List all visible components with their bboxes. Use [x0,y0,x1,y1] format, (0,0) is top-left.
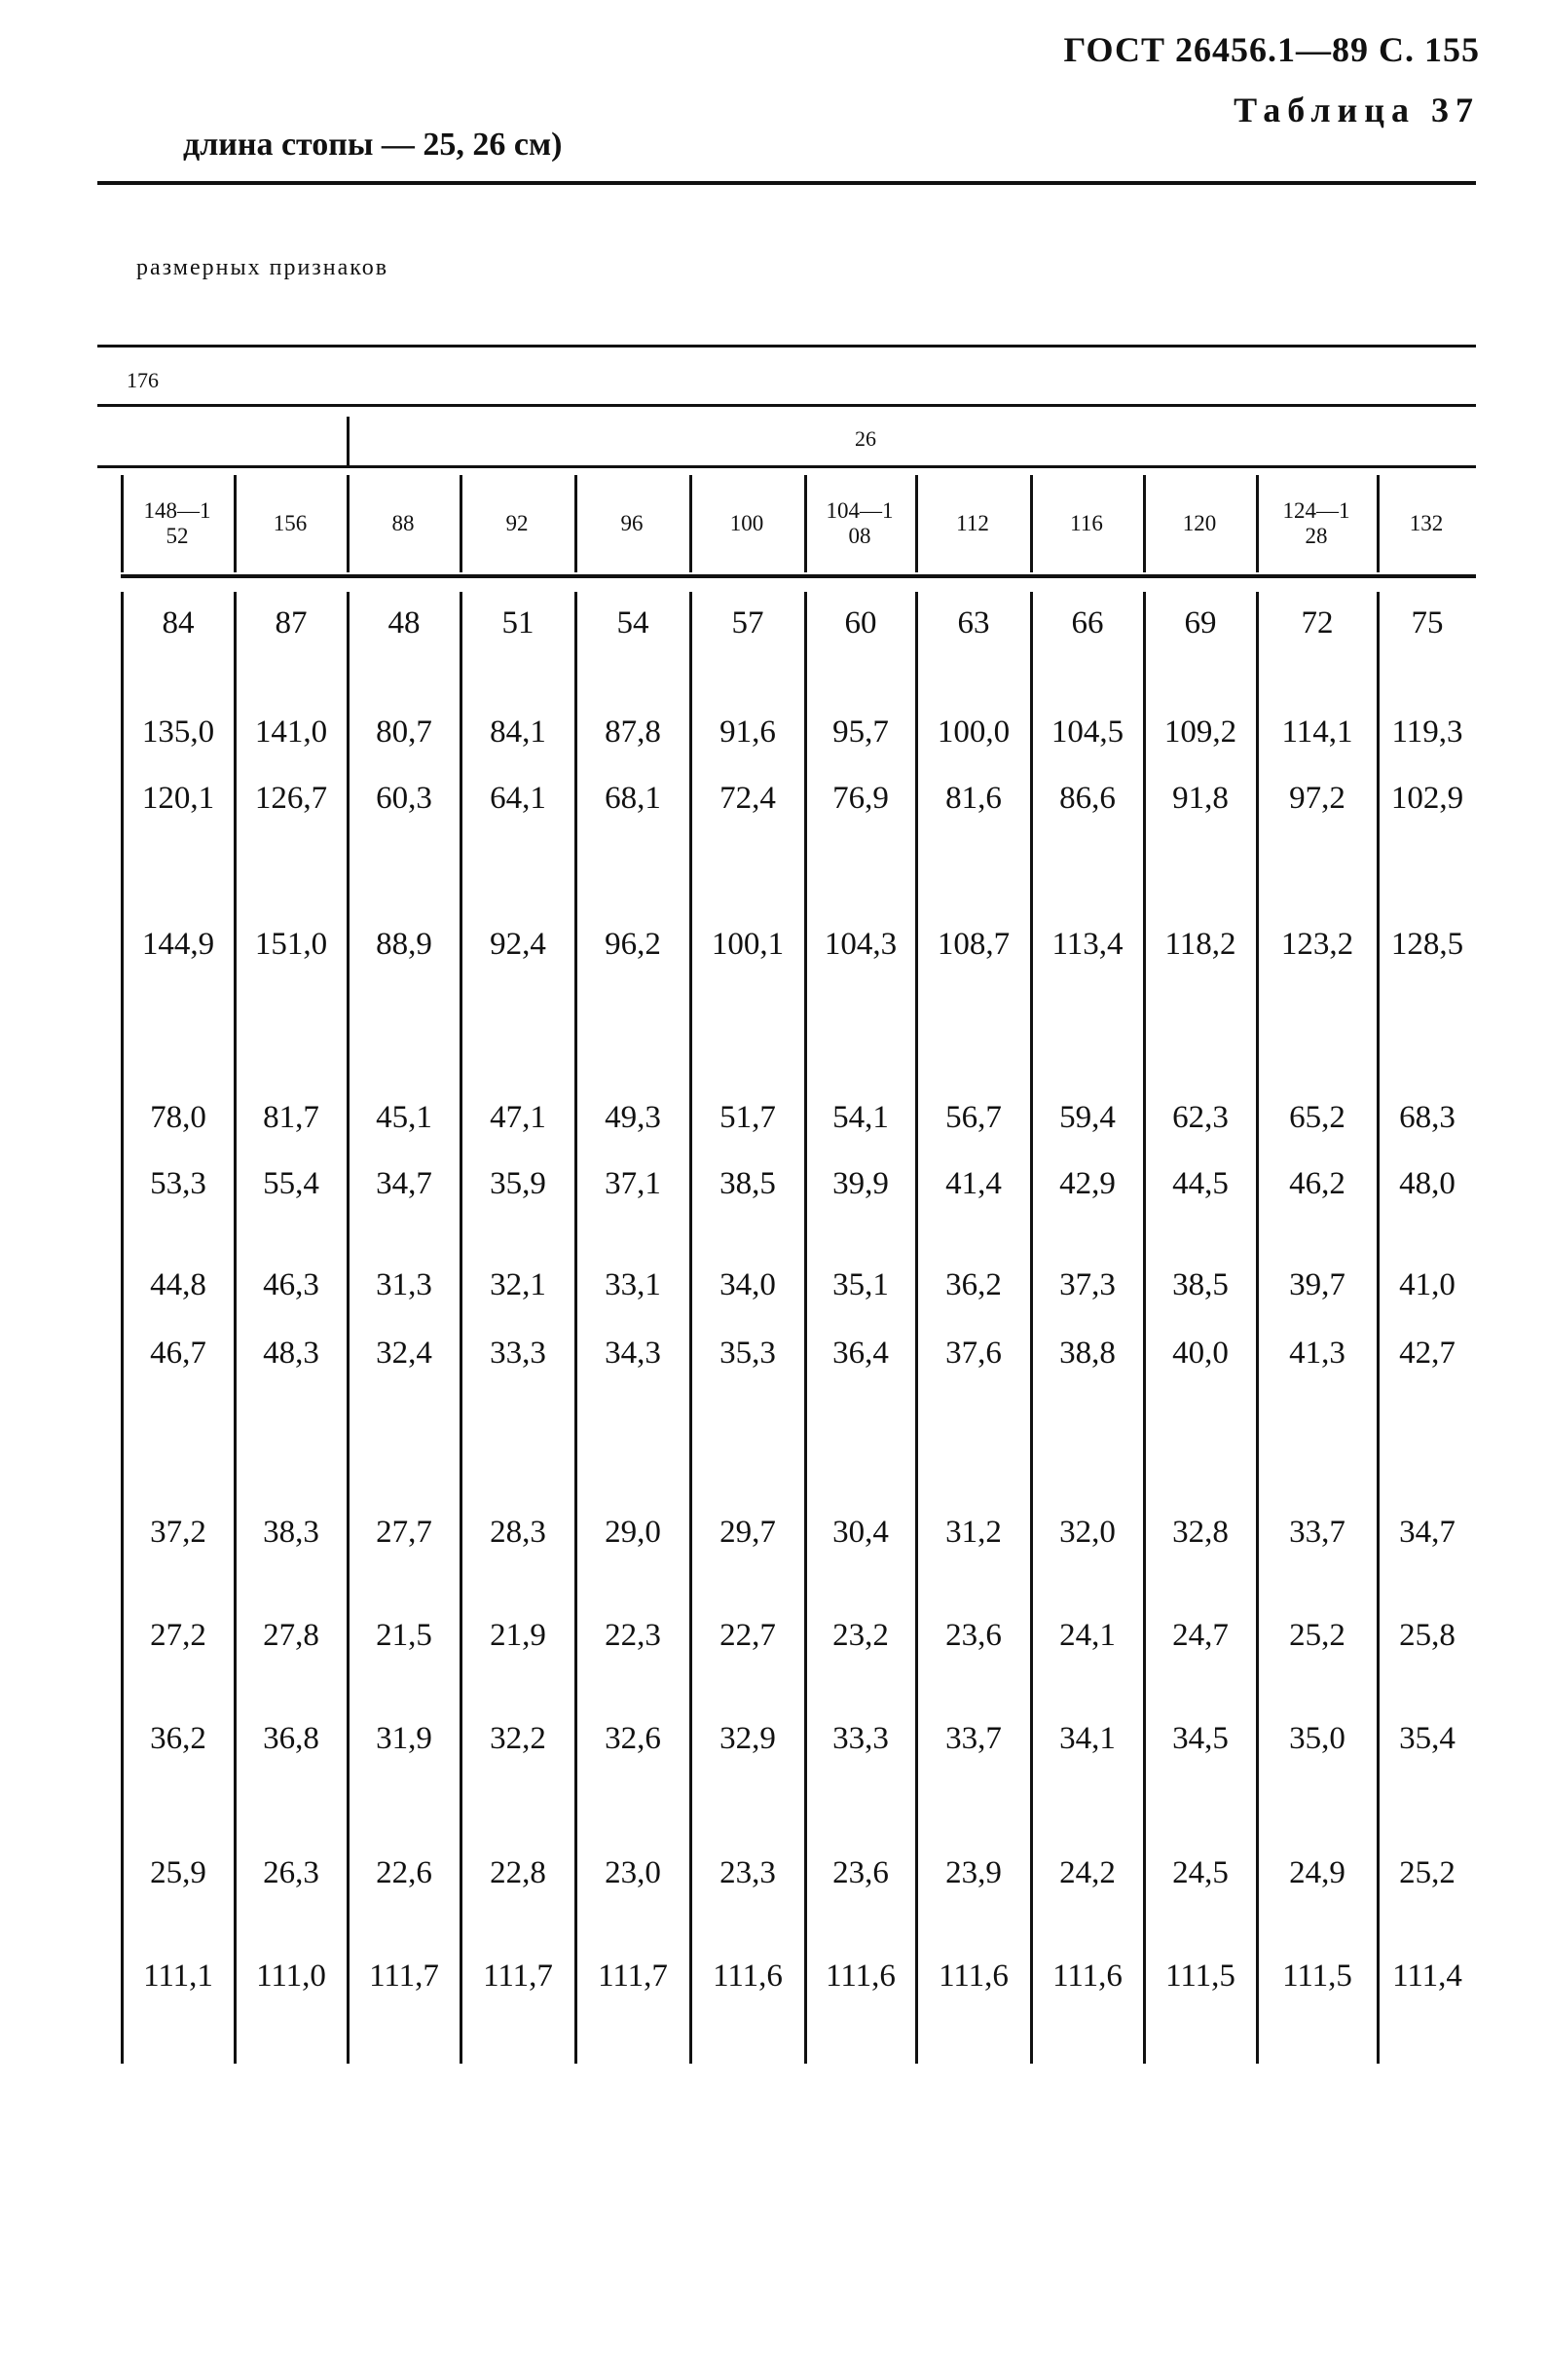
table-cell: 41,4 [945,1165,1002,1201]
table-cell: 46,3 [263,1266,319,1302]
section-rule [97,345,1476,348]
table-cell: 87 [275,604,308,641]
table-cell: 37,1 [605,1165,661,1201]
table-cell: 141,0 [254,714,328,750]
table-cell: 36,2 [945,1266,1002,1302]
table-cell: 29,7 [719,1514,776,1550]
table-cell: 48,3 [263,1335,319,1371]
table-cell: 109,2 [1163,714,1237,750]
table-cell: 21,9 [490,1617,546,1653]
table-cell: 151,0 [254,926,328,962]
table-cell: 60,3 [376,780,432,816]
table-cell: 29,0 [605,1514,661,1550]
table-cell: 111,6 [1052,1958,1123,1994]
table-cell: 24,7 [1172,1617,1229,1653]
table-cell: 80,7 [376,714,432,750]
table-cell: 54 [616,604,649,641]
table-cell: 34,7 [376,1165,432,1201]
group-rule [97,404,1476,407]
table-cell: 38,8 [1059,1335,1116,1371]
body-column-line [347,592,350,2064]
table-cell: 23,9 [945,1854,1002,1890]
table-cell: 34,7 [1399,1514,1456,1550]
table-cell: 23,6 [832,1854,889,1890]
table-cell: 111,7 [369,1958,439,1994]
standard-reference: ГОСТ 26456.1—89 С. 155 [1063,30,1480,69]
table-cell: 86,6 [1059,780,1116,816]
table-cell: 35,3 [719,1335,776,1371]
table-cell: 41,0 [1399,1266,1456,1302]
table-cell: 111,6 [939,1958,1009,1994]
column-header: 124—128 [1282,498,1350,548]
table-cell: 37,6 [945,1335,1002,1371]
table-cell: 44,5 [1172,1165,1229,1201]
table-cell: 88,9 [376,926,432,962]
table-cell: 37,3 [1059,1266,1116,1302]
table-cell: 22,8 [490,1854,546,1890]
table-cell: 24,9 [1289,1854,1345,1890]
table-cell: 25,2 [1289,1617,1345,1653]
table-cell: 28,3 [490,1514,546,1550]
table-cell: 102,9 [1390,780,1464,816]
table-cell: 91,8 [1172,780,1229,816]
table-cell: 38,5 [719,1165,776,1201]
table-cell: 42,9 [1059,1165,1116,1201]
table-cell: 23,3 [719,1854,776,1890]
table-cell: 46,7 [150,1335,206,1371]
column-header: 96 [620,511,644,535]
table-cell: 111,5 [1282,1958,1352,1994]
table-label: Таблица 37 [1234,91,1480,129]
table-cell: 27,8 [263,1617,319,1653]
top-rule [97,181,1476,185]
section-label: размерных признаков [136,255,389,280]
table-cell: 108,7 [937,926,1011,962]
table-cell: 111,1 [143,1958,213,1994]
table-cell: 111,6 [826,1958,896,1994]
table-cell: 111,7 [483,1958,553,1994]
table-cell: 35,4 [1399,1720,1456,1756]
table-cell: 34,3 [605,1335,661,1371]
column-header: 156 [273,511,308,535]
table-cell: 144,9 [141,926,215,962]
body-column-line [1256,592,1259,2064]
table-cell: 126,7 [254,780,328,816]
table-cell: 111,0 [256,1958,326,1994]
table-cell: 44,8 [150,1266,206,1302]
table-cell: 24,1 [1059,1617,1116,1653]
column-header: 88 [391,511,415,535]
table-cell: 32,1 [490,1266,546,1302]
table-cell: 25,9 [150,1854,206,1890]
table-cell: 123,2 [1280,926,1354,962]
table-cell: 33,7 [1289,1514,1345,1550]
table-cell: 54,1 [832,1099,889,1135]
table-cell: 91,6 [719,714,776,750]
body-column-line [460,592,462,2064]
table-cell: 41,3 [1289,1335,1345,1371]
table-cell: 35,0 [1289,1720,1345,1756]
table-cell: 34,5 [1172,1720,1229,1756]
table-cell: 95,7 [832,714,889,750]
table-cell: 114,1 [1281,714,1353,750]
table-cell: 111,5 [1165,1958,1235,1994]
table-cell: 92,4 [490,926,546,962]
table-cell: 27,2 [150,1617,206,1653]
table-cell: 97,2 [1289,780,1345,816]
table-cell: 38,3 [263,1514,319,1550]
table-cell: 26,3 [263,1854,319,1890]
table-cell: 25,2 [1399,1854,1456,1890]
table-cell: 69 [1184,604,1217,641]
body-column-line [915,592,918,2064]
table-cell: 51 [501,604,534,641]
table-cell: 53,3 [150,1165,206,1201]
table-cell: 45,1 [376,1099,432,1135]
table-cell: 120,1 [141,780,215,816]
table-cell: 31,2 [945,1514,1002,1550]
column-header: 132 [1409,511,1444,535]
table-cell: 68,3 [1399,1099,1456,1135]
table-cell: 75 [1411,604,1444,641]
table-cell: 49,3 [605,1099,661,1135]
table-cell: 32,8 [1172,1514,1229,1550]
table-cell: 60 [844,604,877,641]
body-column-line [121,592,124,2064]
table-cell: 111,7 [598,1958,668,1994]
body-column-line [1030,592,1033,2064]
table-cell: 39,9 [832,1165,889,1201]
body-column-line [1143,592,1146,2064]
table-cell: 32,4 [376,1335,432,1371]
table-cell: 31,3 [376,1266,432,1302]
table-cell: 33,3 [832,1720,889,1756]
table-cell: 72,4 [719,780,776,816]
table-cell: 37,2 [150,1514,206,1550]
table-cell: 135,0 [141,714,215,750]
table-cell: 25,8 [1399,1617,1456,1653]
table-cell: 36,8 [263,1720,319,1756]
table-cell: 96,2 [605,926,661,962]
table-cell: 111,4 [1392,1958,1462,1994]
table-cell: 36,2 [150,1720,206,1756]
table-cell: 21,5 [376,1617,432,1653]
table-cell: 48,0 [1399,1165,1456,1201]
table-cell: 24,2 [1059,1854,1116,1890]
table-cell: 104,3 [824,926,898,962]
header-bottom-rule [121,574,1476,578]
table-cell: 22,7 [719,1617,776,1653]
table-cell: 36,4 [832,1335,889,1371]
body-column-line [804,592,807,2064]
table-cell: 30,4 [832,1514,889,1550]
table-cell: 23,2 [832,1617,889,1653]
table-cell: 55,4 [263,1165,319,1201]
table-cell: 78,0 [150,1099,206,1135]
table-cell: 38,5 [1172,1266,1229,1302]
table-cell: 84,1 [490,714,546,750]
table-cell: 48 [387,604,421,641]
header-divider [347,417,350,465]
table-cell: 23,6 [945,1617,1002,1653]
body-column-line [234,592,237,2064]
table-cell: 32,0 [1059,1514,1116,1550]
column-header: 92 [505,511,529,535]
table-subtitle: длина стопы — 25, 26 см) [183,127,563,163]
table-cell: 81,6 [945,780,1002,816]
body-column-line [1377,592,1380,2064]
table-cell: 27,7 [376,1514,432,1550]
table-cell: 119,3 [1391,714,1463,750]
table-cell: 42,7 [1399,1335,1456,1371]
table-cell: 51,7 [719,1099,776,1135]
table-cell: 32,9 [719,1720,776,1756]
table-cell: 118,2 [1164,926,1236,962]
table-cell: 56,7 [945,1099,1002,1135]
table-cell: 33,7 [945,1720,1002,1756]
table-cell: 22,6 [376,1854,432,1890]
table-cell: 34,1 [1059,1720,1116,1756]
table-cell: 47,1 [490,1099,546,1135]
table-cell: 72 [1301,604,1334,641]
table-cell: 64,1 [490,780,546,816]
table-cell: 35,9 [490,1165,546,1201]
table-cell: 66 [1071,604,1104,641]
column-header: 112 [956,511,989,535]
table-cell: 68,1 [605,780,661,816]
body-column-line [689,592,692,2064]
table-cell: 111,6 [713,1958,783,1994]
column-header: 104—108 [826,498,894,548]
subheader-rule [97,465,1476,468]
table-cell: 84 [162,604,195,641]
column-header: 116 [1070,511,1103,535]
table-cell: 33,1 [605,1266,661,1302]
column-header: 148—152 [143,498,211,548]
table-cell: 63 [957,604,990,641]
table-cell: 81,7 [263,1099,319,1135]
table-cell: 24,5 [1172,1854,1229,1890]
table-cell: 33,3 [490,1335,546,1371]
table-cell: 35,1 [832,1266,889,1302]
table-cell: 76,9 [832,780,889,816]
body-column-line [574,592,577,2064]
table-cell: 32,2 [490,1720,546,1756]
table-cell: 39,7 [1289,1266,1345,1302]
group-value: 176 [127,368,159,392]
table-cell: 62,3 [1172,1099,1229,1135]
table-cell: 100,1 [711,926,785,962]
table-cell: 31,9 [376,1720,432,1756]
table-cell: 34,0 [719,1266,776,1302]
table-cell: 104,5 [1050,714,1124,750]
table-cell: 113,4 [1051,926,1124,962]
table-cell: 23,0 [605,1854,661,1890]
table-cell: 57 [731,604,764,641]
table-cell: 59,4 [1059,1099,1116,1135]
table-cell: 87,8 [605,714,661,750]
table-cell: 32,6 [605,1720,661,1756]
table-cell: 22,3 [605,1617,661,1653]
column-header: 120 [1182,511,1217,535]
table-cell: 65,2 [1289,1099,1345,1135]
table-cell: 128,5 [1390,926,1464,962]
table-cell: 40,0 [1172,1335,1229,1371]
column-header: 100 [729,511,764,535]
foot-length-value: 26 [855,426,876,451]
table-cell: 100,0 [937,714,1011,750]
table-cell: 46,2 [1289,1165,1345,1201]
